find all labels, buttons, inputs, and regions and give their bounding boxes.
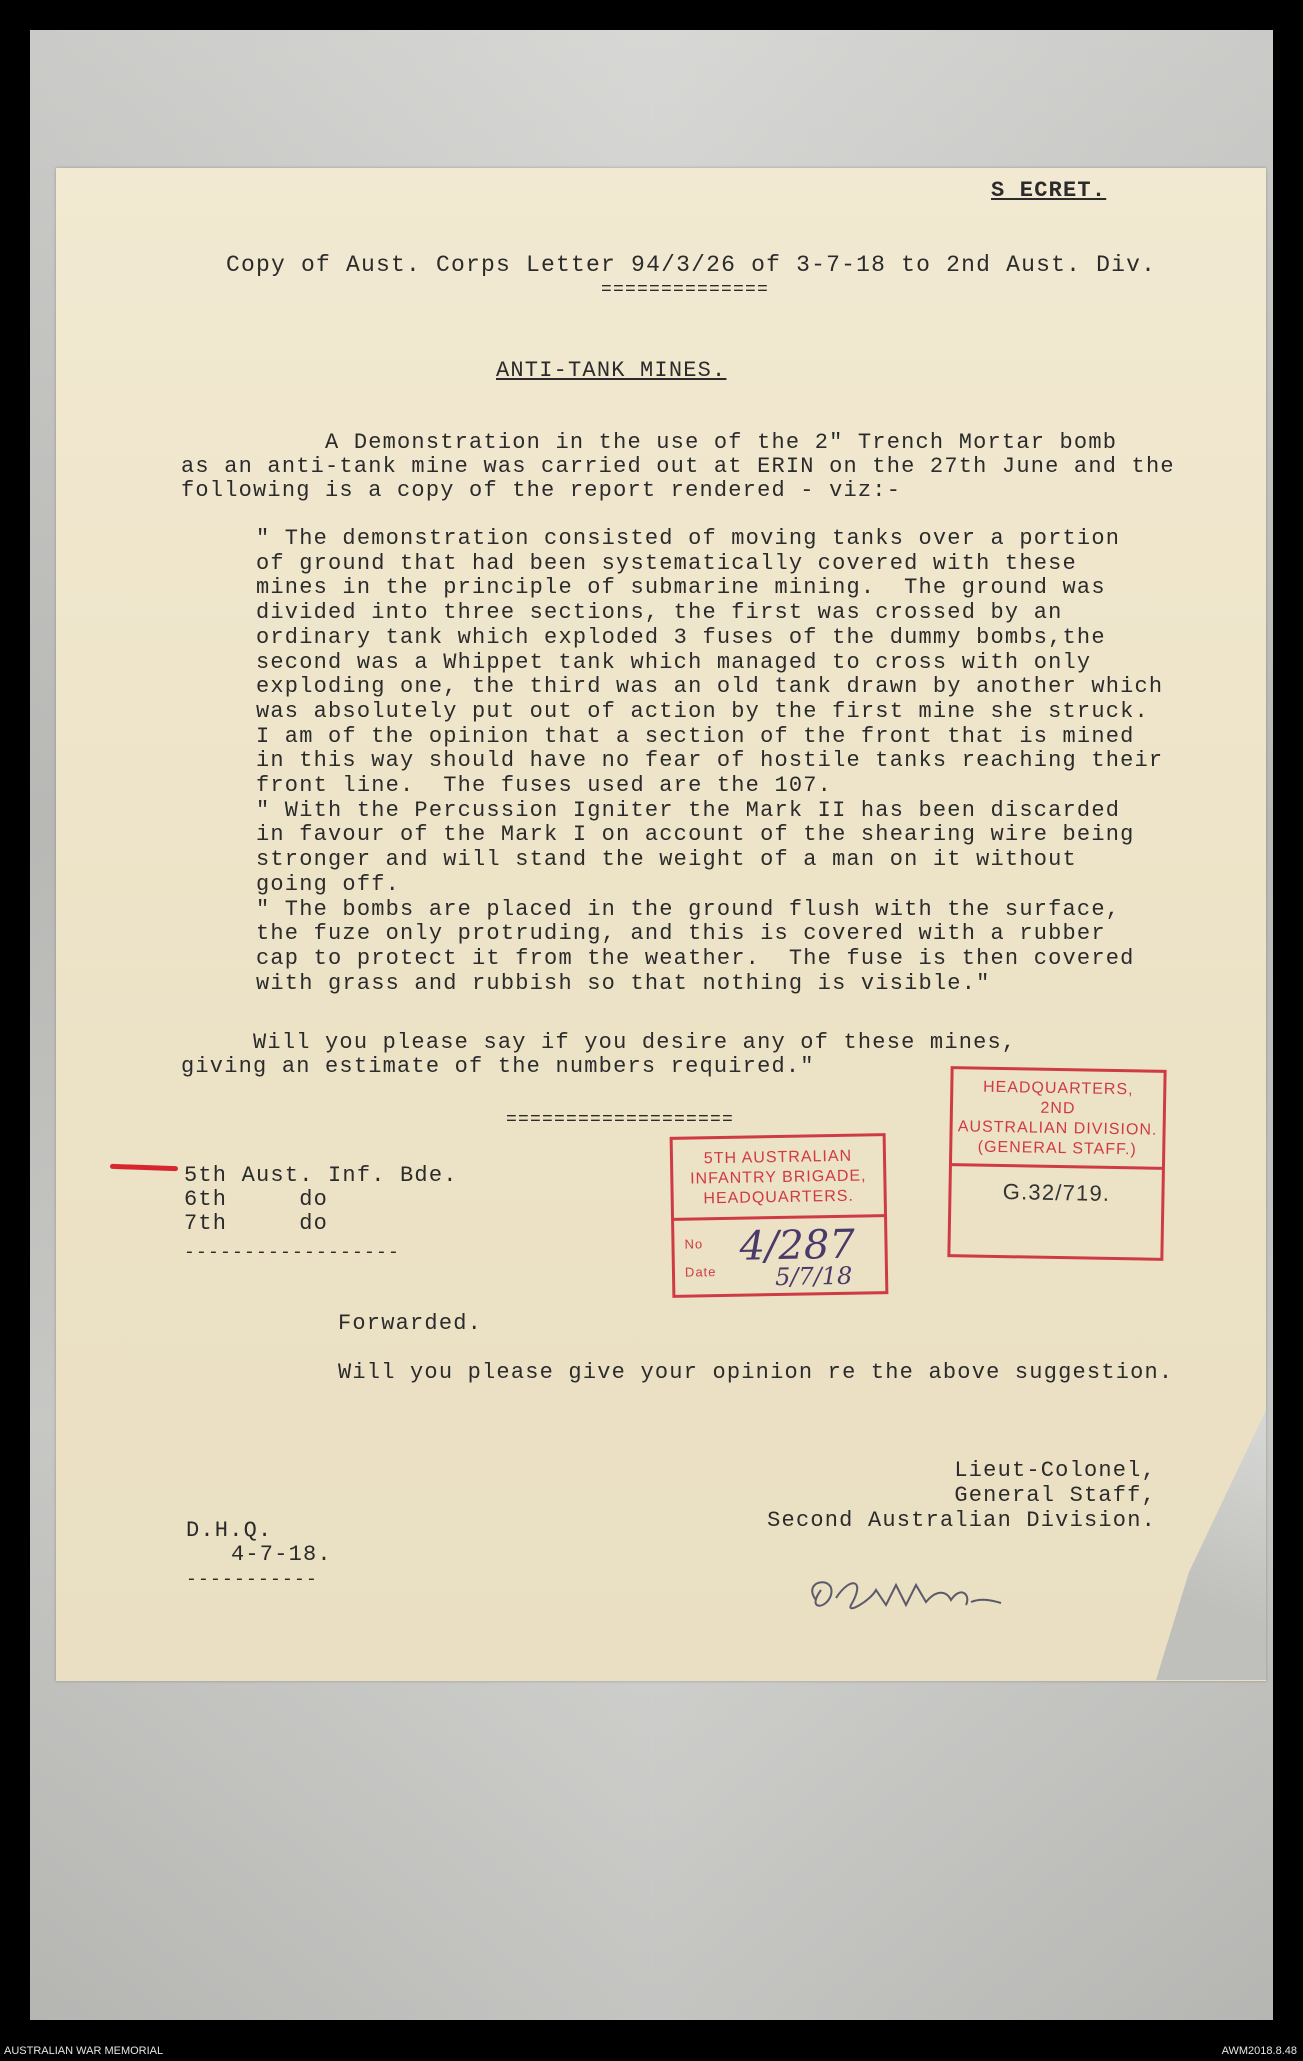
- intro-line: as an anti-tank mine was carried out at ERIN on the 27th June and the: [181, 454, 1175, 479]
- report-line: I am of the opinion that a section of the front that is mined: [256, 723, 1135, 749]
- signatory-block: [696, 1458, 1156, 1533]
- brigade-stamp-line: HEADQUARTERS.: [703, 1187, 855, 1208]
- report-line: mines in the principle of submarine mining. The ground was: [256, 575, 1106, 601]
- addressees-line: 5th Aust. Inf. Bde.: [184, 1163, 458, 1188]
- report-line: ordinary tank which exploded 3 fuses of the dummy bombs,the: [256, 624, 1106, 650]
- date: 4-7-18.: [231, 1542, 332, 1567]
- letter-sheet: [56, 168, 1266, 1681]
- report-line: second was a Whippet tank which managed to cross with only: [256, 649, 1092, 675]
- division-stamp: [947, 1066, 1166, 1261]
- report-line: " The bombs are placed in the ground flush with the surface,: [256, 896, 1121, 922]
- request-line: Will you please say if you desire any of these mines,: [181, 1030, 1017, 1055]
- report-line: front line. The fuses used are the 107.: [256, 773, 833, 798]
- report-line: " With the Percussion Igniter the Mark II has been discarded: [256, 797, 1121, 823]
- signatory-line: Lieut-Colonel,: [954, 1458, 1156, 1483]
- date-rule: -----------: [186, 1570, 319, 1590]
- division-stamp-line: HEADQUARTERS,: [982, 1078, 1134, 1099]
- report-line: stronger and will stand the weight of a man on it without: [256, 847, 1077, 873]
- addressees-line: 7th do: [184, 1211, 329, 1236]
- division-stamp-line: (GENERAL STAFF.): [977, 1138, 1137, 1159]
- intro-line: A Demonstration in the use of the 2" Trench Mortar bomb: [181, 430, 1118, 455]
- signature: [796, 1570, 1016, 1620]
- footer-left: AUSTRALIAN WAR MEMORIAL: [4, 2045, 164, 2057]
- classification: S ECRET.: [991, 178, 1107, 203]
- signatory-line: General Staff,: [954, 1483, 1156, 1508]
- brigade-stamp-line: 5TH AUSTRALIAN: [703, 1147, 853, 1168]
- signatory-line: Second Australian Division.: [767, 1508, 1156, 1533]
- mid-rule: ===================: [506, 1110, 735, 1130]
- brigade-stamp: 5TH AUSTRALIAN INFANTRY BRIGADE, HEADQUARTERS. No Date 4/287 5/7/18: [670, 1133, 889, 1298]
- division-stamp-line: 2ND: [1040, 1099, 1076, 1118]
- division-ref: G.32/719.: [1002, 1179, 1111, 1206]
- intro-line: following is a copy of the report rendered - viz:-: [181, 478, 902, 503]
- document-title: ANTI-TANK MINES.: [496, 358, 727, 383]
- footer-right: AWM2018.8.48: [1221, 2045, 1297, 2057]
- brigade-date: 5/7/18: [774, 1261, 853, 1292]
- brigade-stamp-line: INFANTRY BRIGADE,: [689, 1167, 867, 1188]
- place: D.H.Q.: [186, 1518, 273, 1543]
- copy-rule: ==============: [601, 280, 770, 300]
- report-line: cap to protect it from the weather. The fuse is then covered: [256, 945, 1135, 971]
- copy-line: Copy of Aust. Corps Letter 94/3/26 of 3-7-18 to 2nd Aust. Div.: [226, 252, 1157, 278]
- report-line: divided into three sections, the first was crossed by an: [256, 600, 1063, 626]
- report-line: was absolutely put out of action by the first mine she struck.: [256, 698, 1149, 724]
- report-line: in this way should have no fear of hostile tanks reaching their: [256, 748, 1164, 774]
- addressee-rule: ------------------: [184, 1243, 401, 1263]
- report-line: the fuze only protruding, and this is covered with a rubber: [256, 921, 1106, 947]
- report-line: in favour of the Mark I on account of the shearing wire being: [256, 822, 1135, 848]
- report-line: " The demonstration consisted of moving tanks over a portion: [256, 526, 1121, 551]
- forwarded-text: Forwarded.: [338, 1311, 483, 1336]
- brigade-number: 4/287: [739, 1221, 856, 1270]
- report-line: of ground that had been systematically covered with these: [256, 550, 1077, 576]
- opinion-request: Will you please give your opinion re the above suggestion.: [338, 1360, 1174, 1385]
- request-line: giving an estimate of the numbers required.": [181, 1054, 815, 1079]
- report-line: going off.: [256, 871, 401, 897]
- division-stamp-line: AUSTRALIAN DIVISION.: [957, 1118, 1158, 1139]
- report-line: with grass and rubbish so that nothing is visible.": [256, 970, 991, 996]
- addressees-line: 6th do: [184, 1187, 329, 1212]
- report-line: exploding one, the third was an old tank drawn by another which: [256, 674, 1164, 700]
